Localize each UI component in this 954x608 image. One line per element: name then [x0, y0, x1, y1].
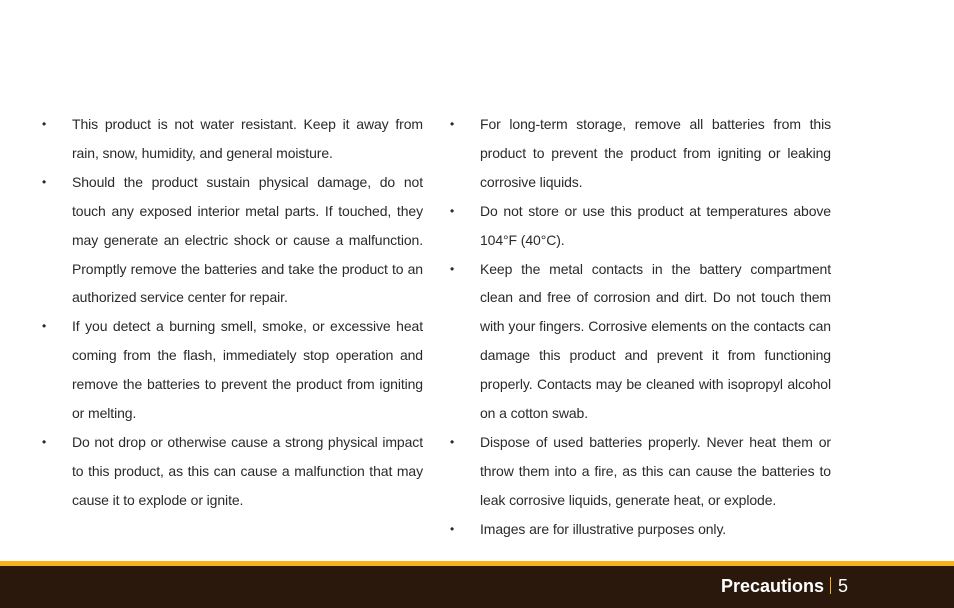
list-item-text: Should the product sustain physical damage, do not touch any exposed interior metal parts. If touched, they may generate an electric shock or cause a malfunction. Promptly remove the batteries and take the product to an authorized service center for repair. — [72, 173, 423, 306]
list-item — [450, 110, 831, 197]
list-item-text: Do not drop or otherwise cause a strong physical impact to this product, as this can cause a malfunction that may cause it to explode or ignite. — [72, 433, 423, 508]
bullet-icon: • — [450, 521, 455, 536]
list-item-text: Dispose of used batteries properly. Never heat them or throw them into a fire, as this can cause the batteries to leak corrosive liquids, generate heat, or explode. — [480, 433, 831, 508]
list-item-text: Keep the metal contacts in the battery compartment clean and free of corrosion and dirt. Do not touch them with your fingers. Corrosive elements on the contacts can damage this product and prevent it from functioning properly. Contacts may be cleaned with isopropyl alcohol on a cotton swab. — [480, 260, 831, 422]
list-item-text: If you detect a burning smell, smoke, or excessive heat coming from the flash, immediately stop operation and remove the batteries to prevent the product from igniting or melting. — [72, 318, 423, 422]
bullet-icon: • — [450, 261, 455, 276]
list-item — [42, 110, 423, 168]
bullet-icon: • — [42, 117, 47, 131]
precautions-right-column — [450, 110, 831, 544]
bullet-icon: • — [450, 117, 455, 131]
list-item — [450, 255, 831, 428]
section-title: Precautions — [720, 576, 824, 596]
list-item-text: Images are for illustrative purposes only. — [480, 520, 727, 537]
list-item-text: This product is not water resistant. Keep it away from rain, snow, humidity, and general moisture. — [72, 116, 423, 161]
footer-divider — [830, 577, 831, 594]
page-number: 5 — [838, 576, 849, 596]
list-item — [450, 515, 831, 544]
list-item — [450, 428, 831, 515]
list-item-text: For long-term storage, remove all batteries from this product to prevent the product from igniting or leaking corrosive liquids. — [480, 116, 831, 190]
bullet-icon: • — [42, 174, 47, 189]
bullet-icon: • — [42, 434, 47, 449]
list-item-text: Do not store or use this product at temperatures above 104°F (40°C). — [480, 202, 831, 248]
list-item — [42, 168, 423, 313]
precautions-left-column — [42, 110, 423, 515]
list-item — [42, 428, 423, 515]
bullet-icon: • — [42, 319, 47, 334]
list-item — [42, 312, 423, 428]
list-item — [450, 197, 831, 255]
bullet-icon: • — [450, 203, 455, 218]
page-footer — [0, 566, 954, 608]
bullet-icon: • — [450, 434, 455, 449]
